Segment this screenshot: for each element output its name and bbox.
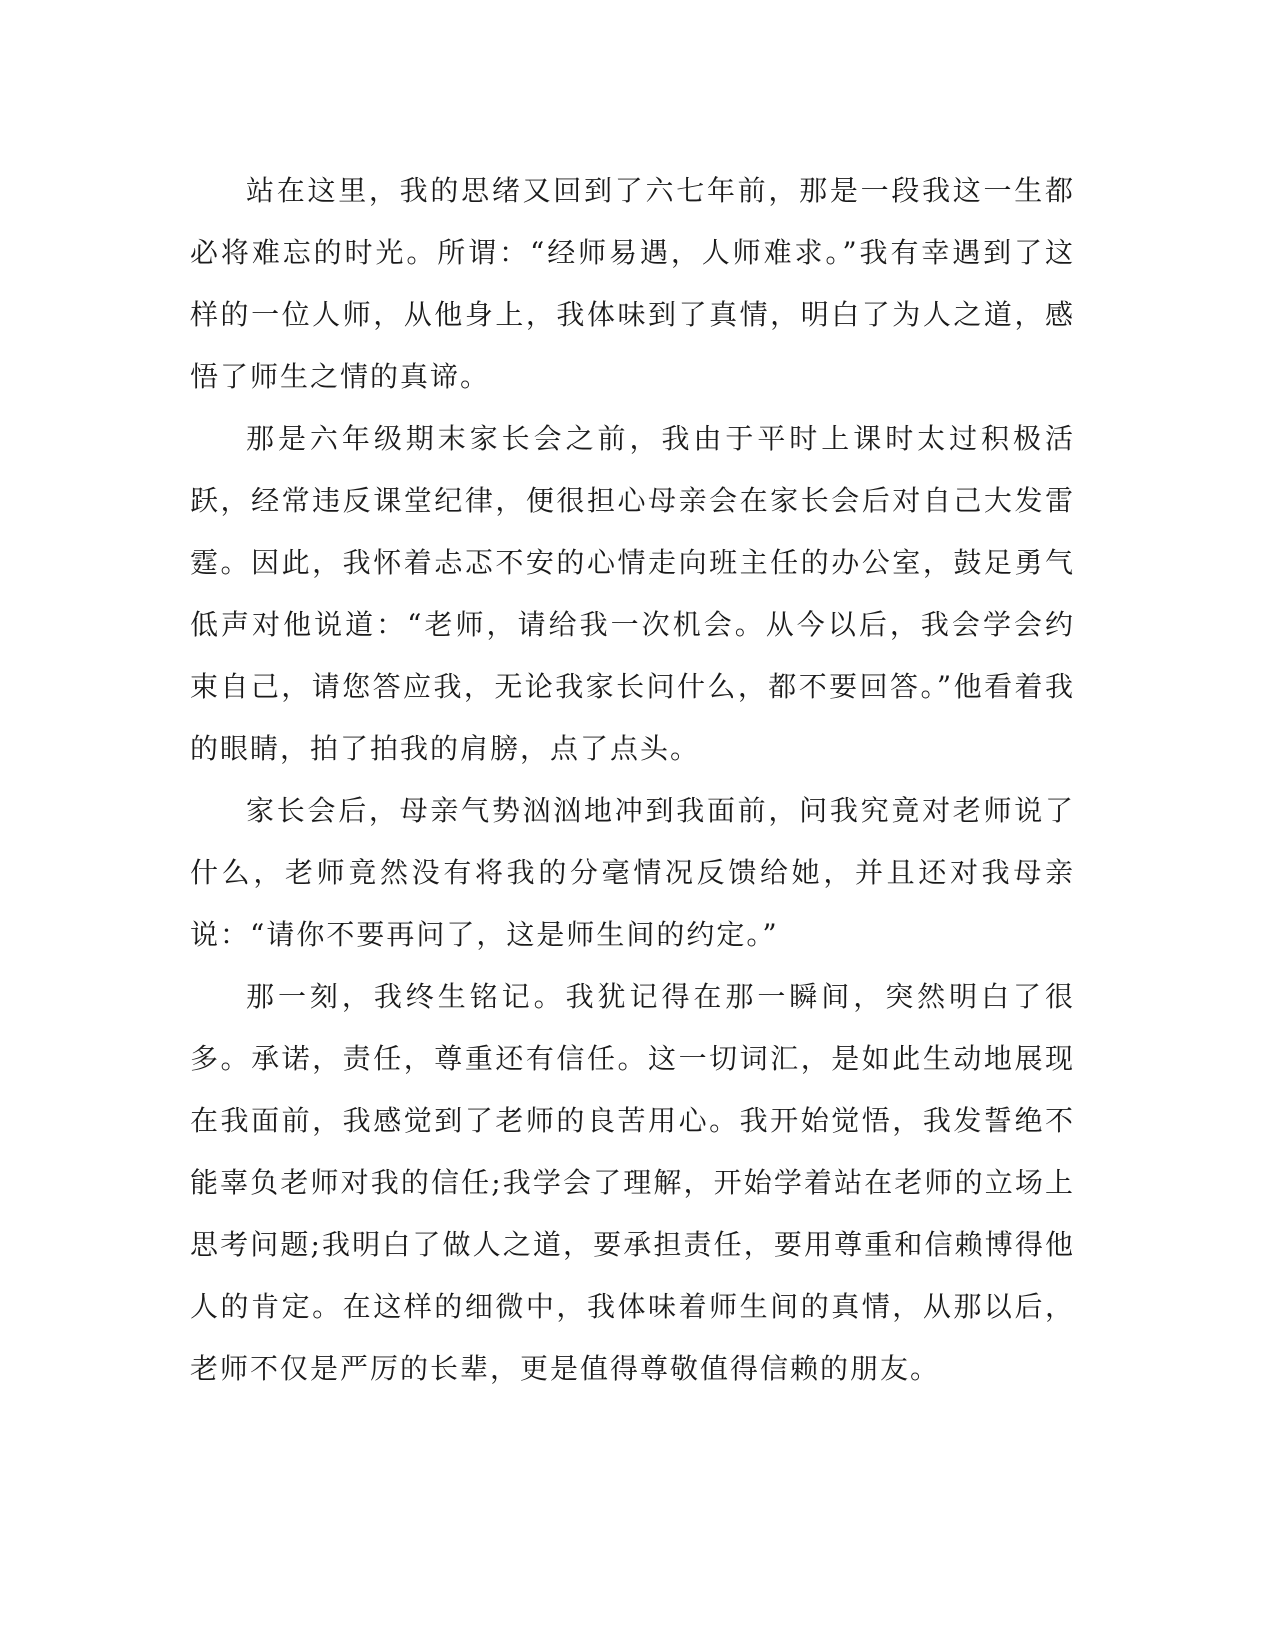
document-body <box>190 160 1075 1400</box>
paragraph-1: 站在这里，我的思绪又回到了六七年前，那是一段我这一生都必将难忘的时光。所谓：“经师易遇，人师难求。”我有幸遇到了这样的一位人师，从他身上，我体味到了真情，明白了为人之道，感悟了师生之情的真谛。 <box>190 174 1075 393</box>
paragraph-3: 家长会后，母亲气势汹汹地冲到我面前，问我究竟对老师说了什么，老师竟然没有将我的分毫情况反馈给她，并且还对我母亲说：“请你不要再问了，这是师生间的约定。” <box>190 794 1075 951</box>
paragraph-4: 那一刻，我终生铭记。我犹记得在那一瞬间，突然明白了很多。承诺，责任，尊重还有信任。这一切词汇，是如此生动地展现在我面前，我感觉到了老师的良苦用心。我开始觉悟，我发誓绝不能辜负老师对我的信任;我学会了理解，开始学着站在老师的立场上思考问题;我明白了做人之道，要承担责任，要用尊重和信赖博得他人的肯定。在这样的细微中，我体味着师生间的真情，从那以后，老师不仅是严厉的长辈，更是值得尊敬值得信赖的朋友。 <box>190 980 1075 1385</box>
paragraph-2: 那是六年级期末家长会之前，我由于平时上课时太过积极活跃，经常违反课堂纪律，便很担心母亲会在家长会后对自己大发雷霆。因此，我怀着忐忑不安的心情走向班主任的办公室，鼓足勇气低声对他说道：“老师，请给我一次机会。从今以后，我会学会约束自己，请您答应我，无论我家长问什么，都不要回答。”他看着我的眼睛，拍了拍我的肩膀，点了点头。 <box>190 422 1075 765</box>
